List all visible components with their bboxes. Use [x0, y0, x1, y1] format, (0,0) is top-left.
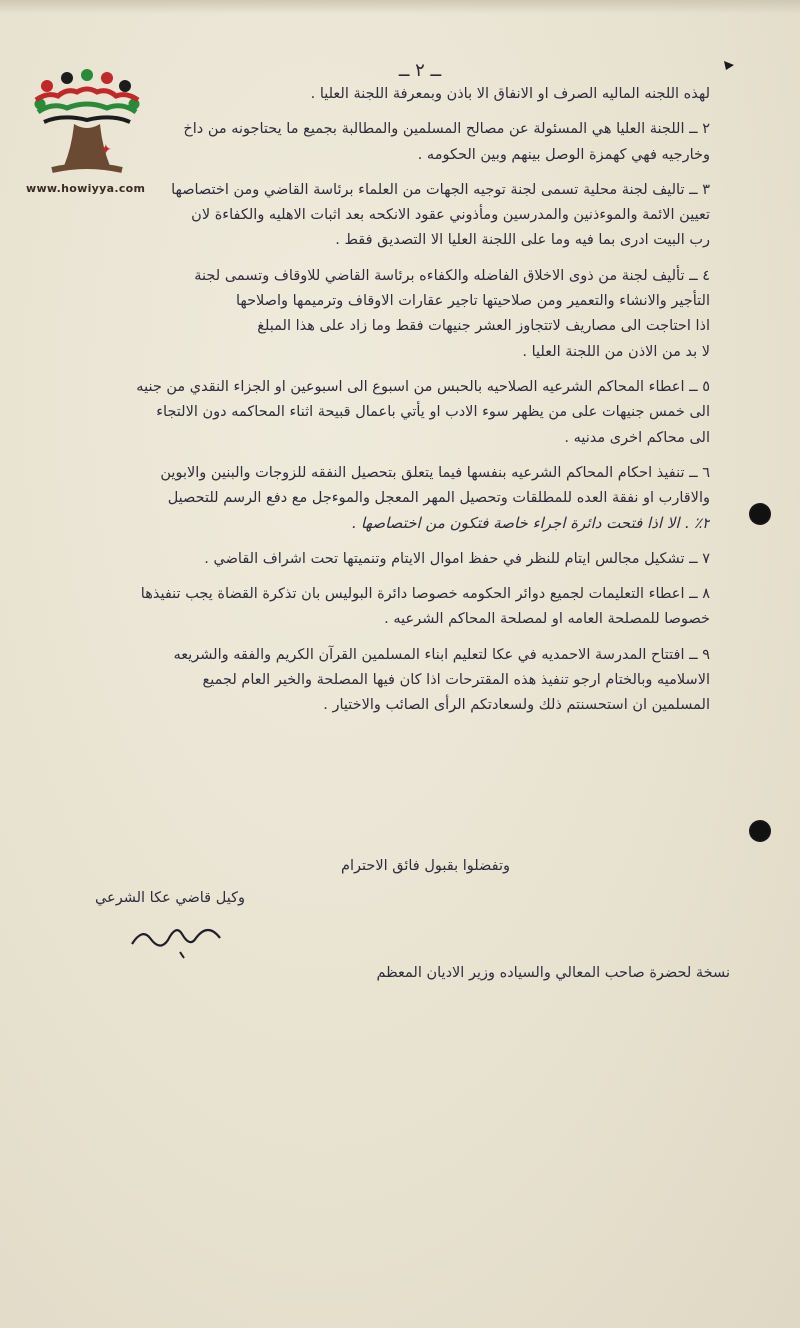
logo-url-text: www.howiyya.com: [26, 182, 146, 195]
paragraph-item-6: [40, 461, 710, 537]
text-line: لهذه اللجنه الماليه الصرف او الانفاق الا باذن وبمعرفة اللجنة العليا .: [310, 86, 710, 102]
paragraph-item-8: [40, 582, 710, 633]
text-line: لا بد من الاذن من اللجنة العليا .: [522, 343, 710, 360]
paragraph-continuation: [40, 82, 710, 107]
text-line: رب البيت ادرى بما فيه وما على اللجنة العليا الا التصديق فقط .: [335, 232, 710, 249]
text-line: التأجير والانشاء والتعمير ومن صلاحيتها تاجير عقارات الاوقاف وترميمها واصلاحها: [235, 293, 710, 310]
paragraph-item-3: [40, 178, 710, 254]
text-line: والاقارب او نفقة العده للمطلقات وتحصيل المهر المعجل والموءجل مع دفع الرسم للتحصيل: [167, 490, 710, 507]
copy-recipient: نسخة لحضرة صاحب المعالي والسياده وزير الاديان المعظم: [376, 965, 730, 981]
text-line: ٧ ــ تشكيل مجالس ايتام للنظر في حفظ اموال الايتام وتنميتها تحت اشراف القاضي .: [204, 550, 710, 567]
text-line: ٤ ــ تأليف لجنة من ذوى الاخلاق الفاضله والكفاءه برئاسة القاضي للاوقاف وتسمى لجنة: [194, 267, 710, 284]
paragraph-item-4: [40, 264, 710, 365]
text-line: وخارجيه فهي كهمزة الوصل بينهم وبين الحكومه .: [417, 146, 710, 163]
ink-mark: [722, 58, 736, 72]
punch-hole: [749, 503, 771, 525]
text-line: الى خمس جنيهات على من يظهر سوء الادب او يأتي باعمال قبيحة اثناء المحاكمه دون الالتجاء: [156, 404, 710, 421]
closing-regards: وتفضلوا بقبول فائق الاحترام: [341, 858, 510, 874]
text-line: ٣ ــ تاليف لجنة محلية تسمى لجنة توجيه الجهات من العلماء برئاسة القاضي ومن اختصاصها: [171, 181, 710, 198]
paragraph-item-9: [40, 643, 710, 719]
sender-title: وكيل قاضي عكا الشرعي: [94, 890, 245, 906]
svg-text:✦: ✦: [100, 142, 112, 158]
letter-body: [40, 82, 710, 719]
text-line: الاسلاميه وبالختام ارجو تنفيذ هذه المقترحات اذا كان فيها المصلحة والخير العام لجميع: [202, 671, 710, 688]
text-line: ٥ ــ اعطاء المحاكم الشرعيه الصلاحيه بالحبس من اسبوع الى اسبوعين او الجزاء النقدي من جنيه: [136, 378, 710, 395]
page-number: ــ ٢ ــ: [398, 60, 442, 81]
punch-hole: [749, 820, 771, 842]
text-line: تعيين الائمة والموءذنين والمدرسين ومأذوني عقود الانكحه بعد اثبات الاهليه والكفاءة لان: [191, 207, 710, 224]
text-line: خصوصا للمصلحة العامه او لمصلحة المحاكم الشرعيه .: [384, 611, 710, 628]
text-line: ٨ ــ اعطاء التعليمات لجميع دوائر الحكومه خصوصا دائرة البوليس بان تذكرة القضاة يجب تنفيذها: [140, 586, 710, 603]
text-line: ٢ ــ اللجنة العليا هي المسئولة عن مصالح المسلمين والمطالبة بجميع ما يحتاجونه من داخ: [183, 121, 710, 138]
text-line: المسلمين ان استحسنتم ذلك ولسعادتكم الرأى الصائب والاختيار .: [323, 697, 710, 714]
text-line: اذا احتاجت الى مصاريف لاتتجاوز العشر جنيهات فقط وما زاد على هذا المبلغ: [257, 318, 710, 335]
handwritten-note: ٢٪ . الا اذا فتحت دائرة اجراء خاصة فتكون من اختصاصها .: [351, 514, 710, 533]
text-line: الى محاكم اخرى مدنيه .: [564, 429, 710, 446]
paragraph-item-5: [40, 375, 710, 451]
paragraph-item-2: [40, 117, 710, 168]
paragraph-item-7: [40, 547, 710, 572]
page-fold-shadow: [0, 0, 800, 14]
text-line: ٦ ــ تنفيذ احكام المحاكم الشرعيه بنفسها فيما يتعلق بتحصيل النفقه للزوجات والبنين والابوين: [160, 464, 710, 481]
text-line: ٩ ــ افتتاح المدرسة الاحمديه في عكا لتعليم ابناء المسلمين القرآن الكريم والفقه والشريعه: [173, 646, 710, 663]
